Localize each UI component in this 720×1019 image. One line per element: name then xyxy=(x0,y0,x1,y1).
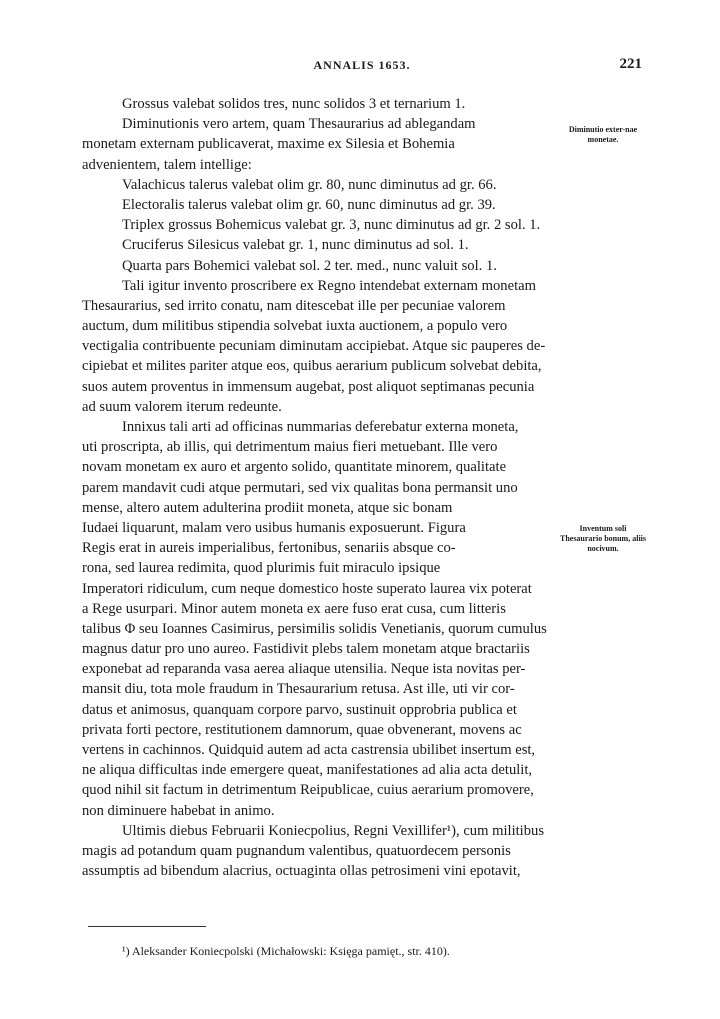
text-line: parem mandavit cudi atque permutari, sed vix qualitas bona permansit uno xyxy=(82,479,518,496)
text-line: rona, sed laurea redimita, quod plurimis fuit miraculo ipsique xyxy=(82,560,441,577)
text-line: mense, altero autem adulterina prodiit moneta, atque sic bonam xyxy=(82,499,453,516)
text-line: auctum, dum militibus stipendia solvebat iuxta auctionem, a populo vero xyxy=(82,318,508,335)
footnote: ¹) Aleksander Koniecpolski (Michałowski: Księga pamięt., str. 410). xyxy=(122,944,450,958)
page-number: 221 xyxy=(619,56,642,72)
text-line: quod nihil sit factum in detrimentum Reipublicae, cuius aerarium promovere, xyxy=(82,782,534,799)
text-line: a Rege usurpari. Minor autem moneta ex aere fuso erat cusa, cum litteris xyxy=(82,600,506,617)
text-line: talibus Φ seu Ioannes Casimirus, persimilis solidis Venetianis, quorum cumulus xyxy=(82,620,547,637)
text-line: magnus datur pro uno aureo. Fastidivit plebs talem monetam atque bractariis xyxy=(82,641,530,658)
text-line: Ultimis diebus Februarii Koniecpolius, Regni Vexillifer¹), cum militibus xyxy=(122,822,545,839)
text-line: Regis erat in aureis imperialibus, fertonibus, senariis absque co- xyxy=(82,540,456,557)
margin-note-diminutio: Diminutio exter-nae monetae. xyxy=(568,125,638,144)
text-line: monetam externam publicaverat, maxime ex Silesia et Bohemia xyxy=(82,136,455,153)
text-line: cipiebat et milites pariter atque eos, quibus aerarium publicum solvebat debita, xyxy=(82,358,542,375)
text-block-1 xyxy=(82,94,644,881)
text-line: datus et animosus, quanquam corpore parvo, sustinuit opprobria publica et xyxy=(82,701,517,718)
text-line: Innixus tali arti ad officinas nummarias deferebatur externa moneta, xyxy=(122,419,519,435)
text-line: exponebat ad reparanda vasa aerea aliaque utensilia. Neque ista novitas per- xyxy=(82,661,526,678)
text-line: uti proscripta, ab illis, qui detrimentum maius fieri metuebant. Ille vero xyxy=(82,439,498,456)
text-line: novam monetam ex auro et argento solido, quantitate minorem, qualitate xyxy=(82,459,507,476)
text-line: Iudaei liquarunt, malam vero usibus humanis exposuerunt. Figura xyxy=(82,519,466,536)
text-line: mansit diu, tota mole fraudum in Thesaurarium retusa. Ast ille, uti vir cor- xyxy=(82,681,515,698)
text-line: advenientem, talem intellige: xyxy=(82,156,252,173)
text-line: non diminuere habebat in animo. xyxy=(82,802,275,819)
text-line: Diminutionis vero artem, quam Thesaurarius ad ablegandam xyxy=(122,116,476,133)
text-line: vectigalia contribuente pecuniam diminutam accipiebat. Atque sic pauperes de- xyxy=(82,338,546,355)
margin-note-inventum: Inventum soli Thesaurario bonum, aliis nocivum. xyxy=(559,524,646,553)
text-line: Imperatori ridiculum, cum neque domestico hoste superato laurea vix poterat xyxy=(82,580,532,597)
text-line: Triplex grossus Bohemicus valebat gr. 3, nunc diminutus ad gr. 2 sol. 1. xyxy=(122,217,541,234)
page-header xyxy=(82,56,642,78)
footnote-divider xyxy=(88,926,206,927)
text-line: Cruciferus Silesicus valebat gr. 1, nunc diminutus ad sol. 1. xyxy=(122,237,469,254)
text-line: Thesaurarius, sed irrito conatu, nam ditescebat ille per pecuniae valorem xyxy=(82,297,506,314)
text-line: magis ad potandum quam pugnandum valentibus, quatuordecem personis xyxy=(82,842,511,859)
text-line: privata forti pectore, restitutionem damnorum, quae obvenerant, movens ac xyxy=(82,721,522,738)
text-line: Electoralis talerus valebat olim gr. 60, nunc diminutus ad gr. 39. xyxy=(122,196,496,213)
running-head: ANNALIS 1653. xyxy=(313,58,411,72)
text-line: suos autem proventus in immensum augebat, post aliquot septimanas pecunia xyxy=(82,378,535,395)
text-line: assumptis ad bibendum alacrius, octuaginta ollas petrosimeni vini epotavit, xyxy=(82,863,521,880)
text-line: Tali igitur invento proscribere ex Regno intendebat externam monetam xyxy=(122,277,536,294)
text-line: Grossus valebat solidos tres, nunc solidos 3 et ternarium 1. xyxy=(122,96,466,112)
text-line: ad suum valorem iterum redeunte. xyxy=(82,398,282,415)
text-line: Valachicus talerus valebat olim gr. 80, nunc diminutus ad gr. 66. xyxy=(122,176,497,193)
text-line: Quarta pars Bohemici valebat sol. 2 ter. med., nunc valuit sol. 1. xyxy=(122,257,497,274)
text-line: vertens in cachinnos. Quidquid autem ad acta castrensia ubilibet insertum est, xyxy=(82,742,536,758)
text-line: ne aliqua difficultas inde emergere queat, manifestationes ad alia acta detulit, xyxy=(82,762,533,779)
